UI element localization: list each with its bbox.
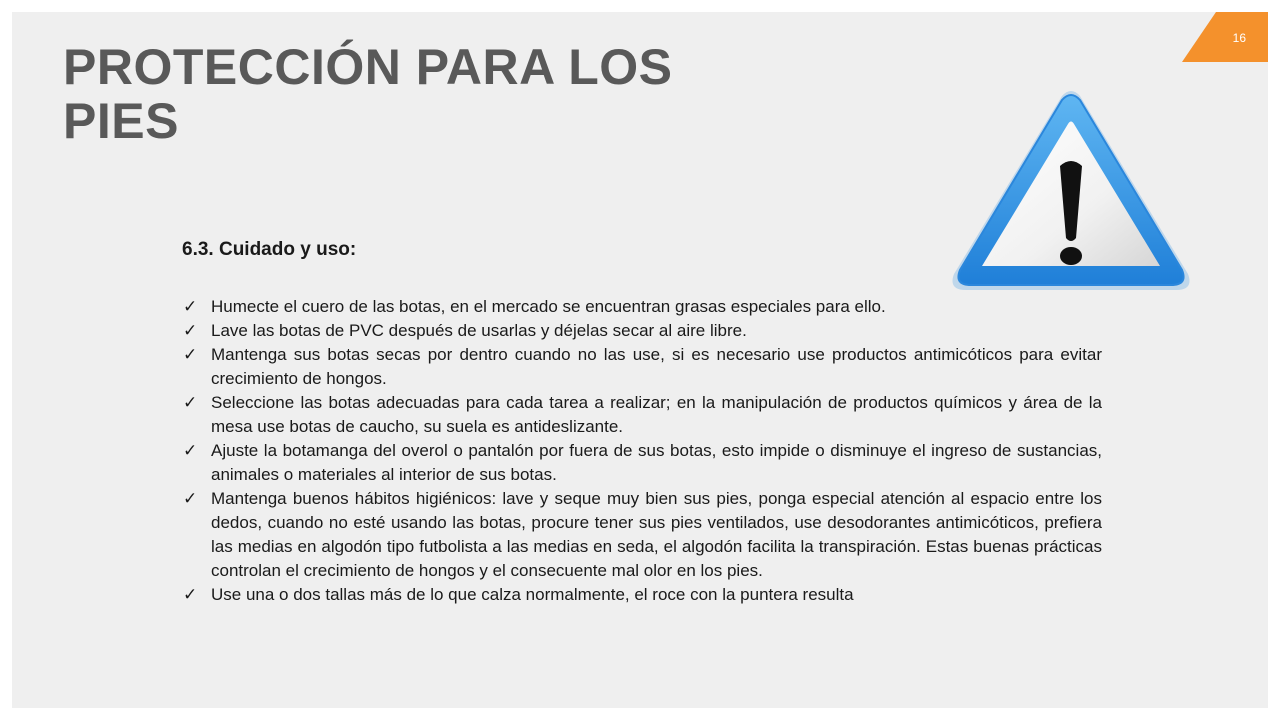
warning-triangle-icon xyxy=(948,88,1194,296)
slide xyxy=(12,12,1268,708)
list-item-text: Seleccione las botas adecuadas para cada tarea a realizar; en la manipulación de productos químicos y área de la mesa use botas de caucho, su suela es antideslizante. xyxy=(211,393,1102,436)
list-item-text: Lave las botas de PVC después de usarlas y déjelas secar al aire libre. xyxy=(211,321,747,340)
list-item xyxy=(182,487,1102,583)
check-icon: ✓ xyxy=(183,441,198,461)
list-item xyxy=(182,583,1102,607)
list-item xyxy=(182,295,1102,319)
check-icon: ✓ xyxy=(183,585,198,605)
list-item xyxy=(182,391,1102,439)
page-number: 16 xyxy=(1232,31,1246,45)
check-icon: ✓ xyxy=(183,297,198,317)
slide-title: PROTECCIÓN PARA LOS PIES xyxy=(63,39,673,149)
list-item-text: Use una o dos tallas más de lo que calza normalmente, el roce con la puntera resulta xyxy=(211,585,854,604)
page-badge-shape xyxy=(1182,12,1268,62)
check-icon: ✓ xyxy=(183,393,198,413)
check-icon: ✓ xyxy=(183,489,198,509)
care-instructions-list xyxy=(182,295,1102,607)
list-item-text: Mantenga buenos hábitos higiénicos: lave y seque muy bien sus pies, ponga especial atención al espacio entre los dedos, cuando no esté usando las botas, procure tener sus pies ventilados, use desodorantes antimicóticos, prefiera las medias en algodón tipo futbolista a las medias en seda, el algodón facilita la transpiración. Estas buenas prácticas controlan el crecimiento de hongos y el consecuente mal olor en los pies. xyxy=(211,489,1102,580)
list-item xyxy=(182,343,1102,391)
list-item-text: Humecte el cuero de las botas, en el mercado se encuentran grasas especiales para ello. xyxy=(211,297,886,316)
list-item-text: Mantenga sus botas secas por dentro cuando no las use, si es necesario use productos antimicóticos para evitar crecimiento de hongos. xyxy=(211,345,1102,388)
list-item xyxy=(182,439,1102,487)
check-icon: ✓ xyxy=(183,321,198,341)
check-icon: ✓ xyxy=(183,345,198,365)
list-item xyxy=(182,319,1102,343)
page-number-badge xyxy=(1182,12,1268,62)
section-subheading: 6.3. Cuidado y uso: xyxy=(182,239,357,260)
list-item-text: Ajuste la botamanga del overol o pantalón por fuera de sus botas, esto impide o disminuye el ingreso de sustancias, animales o materiales al interior de sus botas. xyxy=(211,441,1102,484)
